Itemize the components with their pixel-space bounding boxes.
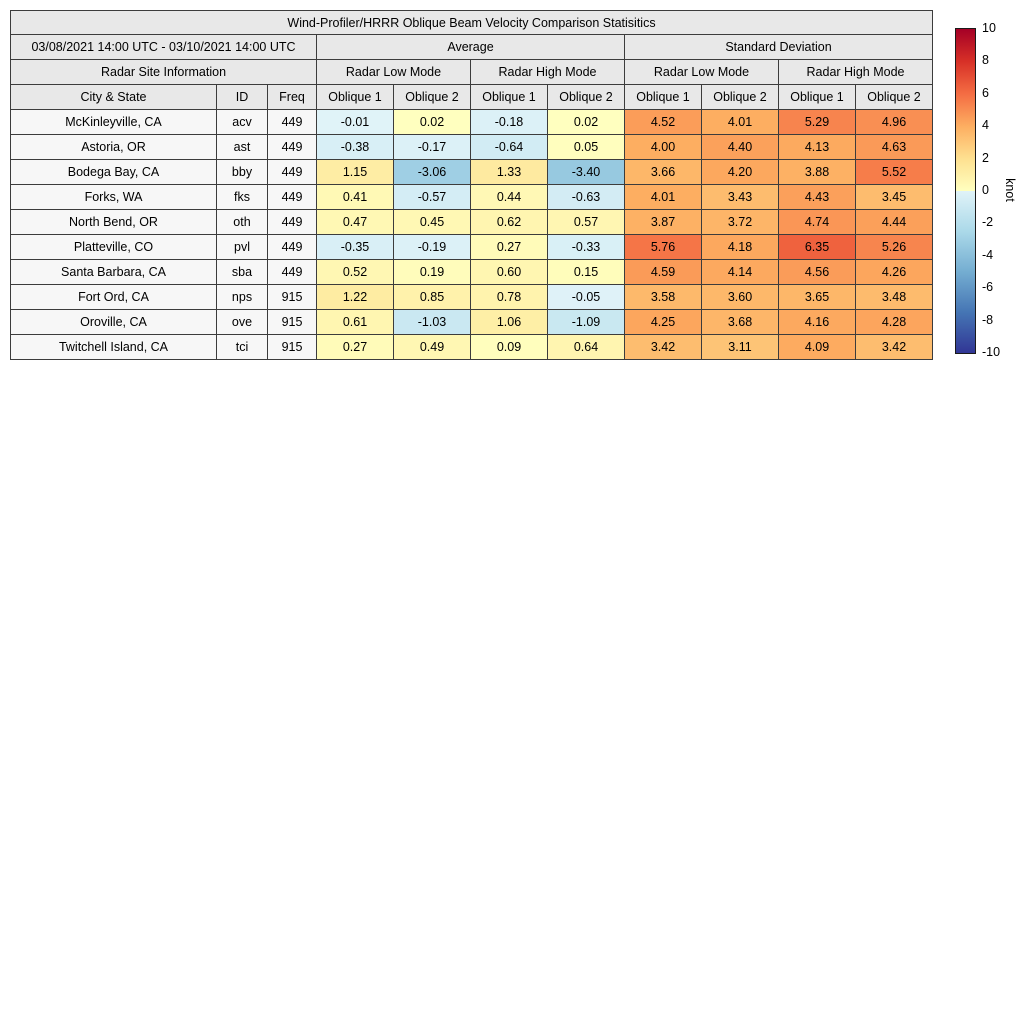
value-cell: 4.16 (779, 310, 856, 335)
value-cell: -3.40 (548, 160, 625, 185)
value-cell: 0.57 (548, 210, 625, 235)
value-cell: 4.44 (856, 210, 933, 235)
colorbar-tick-label: -4 (982, 247, 994, 262)
value-cell: 3.65 (779, 285, 856, 310)
freq-cell: 449 (268, 160, 317, 185)
figure (10, 10, 933, 360)
value-cell: 1.06 (471, 310, 548, 335)
value-cell: 0.61 (317, 310, 394, 335)
mode-header-0: Radar Low Mode (317, 60, 471, 85)
column-header-4: Oblique 2 (394, 85, 471, 110)
table-row (11, 260, 933, 285)
value-cell: 3.42 (625, 335, 702, 360)
value-cell: 4.40 (702, 135, 779, 160)
freq-cell: 915 (268, 285, 317, 310)
column-header-9: Oblique 1 (779, 85, 856, 110)
value-cell: 0.44 (471, 185, 548, 210)
value-cell: 4.74 (779, 210, 856, 235)
column-header-1: ID (217, 85, 268, 110)
table-row (11, 185, 933, 210)
value-cell: 4.00 (625, 135, 702, 160)
id-cell: ove (217, 310, 268, 335)
value-cell: 3.87 (625, 210, 702, 235)
id-cell: sba (217, 260, 268, 285)
value-cell: -0.35 (317, 235, 394, 260)
value-cell: 3.42 (856, 335, 933, 360)
city-cell: McKinleyville, CA (11, 110, 217, 135)
colorbar-tick-label: 0 (982, 182, 989, 197)
value-cell: 0.49 (394, 335, 471, 360)
value-cell: -0.01 (317, 110, 394, 135)
value-cell: 1.33 (471, 160, 548, 185)
city-cell: Oroville, CA (11, 310, 217, 335)
value-cell: 4.14 (702, 260, 779, 285)
value-cell: -0.05 (548, 285, 625, 310)
id-cell: oth (217, 210, 268, 235)
table-title: Wind-Profiler/HRRR Oblique Beam Velocity Comparison Statisitics (11, 11, 933, 35)
city-cell: Santa Barbara, CA (11, 260, 217, 285)
colorbar-tick-label: 2 (982, 150, 989, 165)
colorbar-unit-label: knot (1003, 178, 1017, 202)
value-cell: -1.09 (548, 310, 625, 335)
id-cell: fks (217, 185, 268, 210)
value-cell: 3.66 (625, 160, 702, 185)
colorbar-tick-label: 8 (982, 53, 989, 68)
id-cell: pvl (217, 235, 268, 260)
value-cell: 0.02 (548, 110, 625, 135)
table-row (11, 135, 933, 160)
id-cell: bby (217, 160, 268, 185)
freq-cell: 449 (268, 235, 317, 260)
value-cell: 5.52 (856, 160, 933, 185)
value-cell: -0.33 (548, 235, 625, 260)
value-cell: 0.19 (394, 260, 471, 285)
value-cell: 4.26 (856, 260, 933, 285)
value-cell: 6.35 (779, 235, 856, 260)
value-cell: 3.60 (702, 285, 779, 310)
value-cell: 0.85 (394, 285, 471, 310)
value-cell: -3.06 (394, 160, 471, 185)
column-header-7: Oblique 1 (625, 85, 702, 110)
value-cell: -0.64 (471, 135, 548, 160)
table-row (11, 285, 933, 310)
value-cell: 3.48 (856, 285, 933, 310)
freq-cell: 915 (268, 335, 317, 360)
freq-cell: 449 (268, 185, 317, 210)
city-cell: Bodega Bay, CA (11, 160, 217, 185)
value-cell: 4.28 (856, 310, 933, 335)
colorbar-tick-label: -6 (982, 279, 994, 294)
column-header-8: Oblique 2 (702, 85, 779, 110)
city-cell: Twitchell Island, CA (11, 335, 217, 360)
city-cell: Fort Ord, CA (11, 285, 217, 310)
column-header-2: Freq (268, 85, 317, 110)
id-cell: tci (217, 335, 268, 360)
value-cell: 0.02 (394, 110, 471, 135)
average-group-header: Average (317, 35, 625, 60)
freq-cell: 449 (268, 135, 317, 160)
date-range-header: 03/08/2021 14:00 UTC - 03/10/2021 14:00 UTC (11, 35, 317, 60)
value-cell: 4.59 (625, 260, 702, 285)
value-cell: 4.18 (702, 235, 779, 260)
value-cell: 5.76 (625, 235, 702, 260)
value-cell: 0.27 (471, 235, 548, 260)
value-cell: 5.26 (856, 235, 933, 260)
value-cell: 0.47 (317, 210, 394, 235)
colorbar-gradient (955, 28, 976, 354)
mode-header-3: Radar High Mode (779, 60, 933, 85)
value-cell: 3.43 (702, 185, 779, 210)
city-cell: Forks, WA (11, 185, 217, 210)
freq-cell: 915 (268, 310, 317, 335)
value-cell: -0.63 (548, 185, 625, 210)
table-row (11, 110, 933, 135)
value-cell: 0.62 (471, 210, 548, 235)
value-cell: 4.56 (779, 260, 856, 285)
colorbar-tick-label: 6 (982, 85, 989, 100)
id-cell: nps (217, 285, 268, 310)
table-row (11, 160, 933, 185)
value-cell: 0.05 (548, 135, 625, 160)
value-cell: 4.43 (779, 185, 856, 210)
value-cell: 0.45 (394, 210, 471, 235)
value-cell: 3.68 (702, 310, 779, 335)
id-cell: ast (217, 135, 268, 160)
city-cell: North Bend, OR (11, 210, 217, 235)
value-cell: 0.27 (317, 335, 394, 360)
value-cell: 1.15 (317, 160, 394, 185)
value-cell: -1.03 (394, 310, 471, 335)
column-header-5: Oblique 1 (471, 85, 548, 110)
value-cell: 0.60 (471, 260, 548, 285)
city-cell: Astoria, OR (11, 135, 217, 160)
value-cell: 4.13 (779, 135, 856, 160)
value-cell: 3.45 (856, 185, 933, 210)
colorbar (955, 20, 1024, 359)
table-row (11, 235, 933, 260)
value-cell: 4.01 (702, 110, 779, 135)
value-cell: 0.09 (471, 335, 548, 360)
id-cell: acv (217, 110, 268, 135)
value-cell: 0.41 (317, 185, 394, 210)
value-cell: 4.01 (625, 185, 702, 210)
table-row (11, 335, 933, 360)
value-cell: -0.57 (394, 185, 471, 210)
value-cell: -0.19 (394, 235, 471, 260)
freq-cell: 449 (268, 110, 317, 135)
value-cell: 4.96 (856, 110, 933, 135)
colorbar-tick-label: 4 (982, 117, 989, 132)
value-cell: 3.11 (702, 335, 779, 360)
column-header-6: Oblique 2 (548, 85, 625, 110)
column-header-3: Oblique 1 (317, 85, 394, 110)
value-cell: 3.72 (702, 210, 779, 235)
value-cell: 0.64 (548, 335, 625, 360)
value-cell: 5.29 (779, 110, 856, 135)
value-cell: 3.88 (779, 160, 856, 185)
value-cell: 4.20 (702, 160, 779, 185)
value-cell: -0.38 (317, 135, 394, 160)
colorbar-tick-label: -8 (982, 312, 994, 327)
mode-header-2: Radar Low Mode (625, 60, 779, 85)
value-cell: 0.52 (317, 260, 394, 285)
city-cell: Platteville, CO (11, 235, 217, 260)
value-cell: -0.17 (394, 135, 471, 160)
colorbar-tick-label: 10 (982, 20, 996, 35)
mode-header-1: Radar High Mode (471, 60, 625, 85)
value-cell: 4.25 (625, 310, 702, 335)
site-info-header: Radar Site Information (11, 60, 317, 85)
value-cell: 4.52 (625, 110, 702, 135)
value-cell: -0.18 (471, 110, 548, 135)
colorbar-tick-label: -10 (982, 344, 1001, 359)
value-cell: 3.58 (625, 285, 702, 310)
value-cell: 0.78 (471, 285, 548, 310)
value-cell: 4.63 (856, 135, 933, 160)
column-header-0: City & State (11, 85, 217, 110)
freq-cell: 449 (268, 260, 317, 285)
table-row (11, 210, 933, 235)
freq-cell: 449 (268, 210, 317, 235)
stats-table (10, 10, 933, 360)
table-row (11, 310, 933, 335)
stddev-group-header: Standard Deviation (625, 35, 933, 60)
value-cell: 4.09 (779, 335, 856, 360)
value-cell: 1.22 (317, 285, 394, 310)
value-cell: 0.15 (548, 260, 625, 285)
column-header-10: Oblique 2 (856, 85, 933, 110)
colorbar-tick-label: -2 (982, 215, 994, 230)
